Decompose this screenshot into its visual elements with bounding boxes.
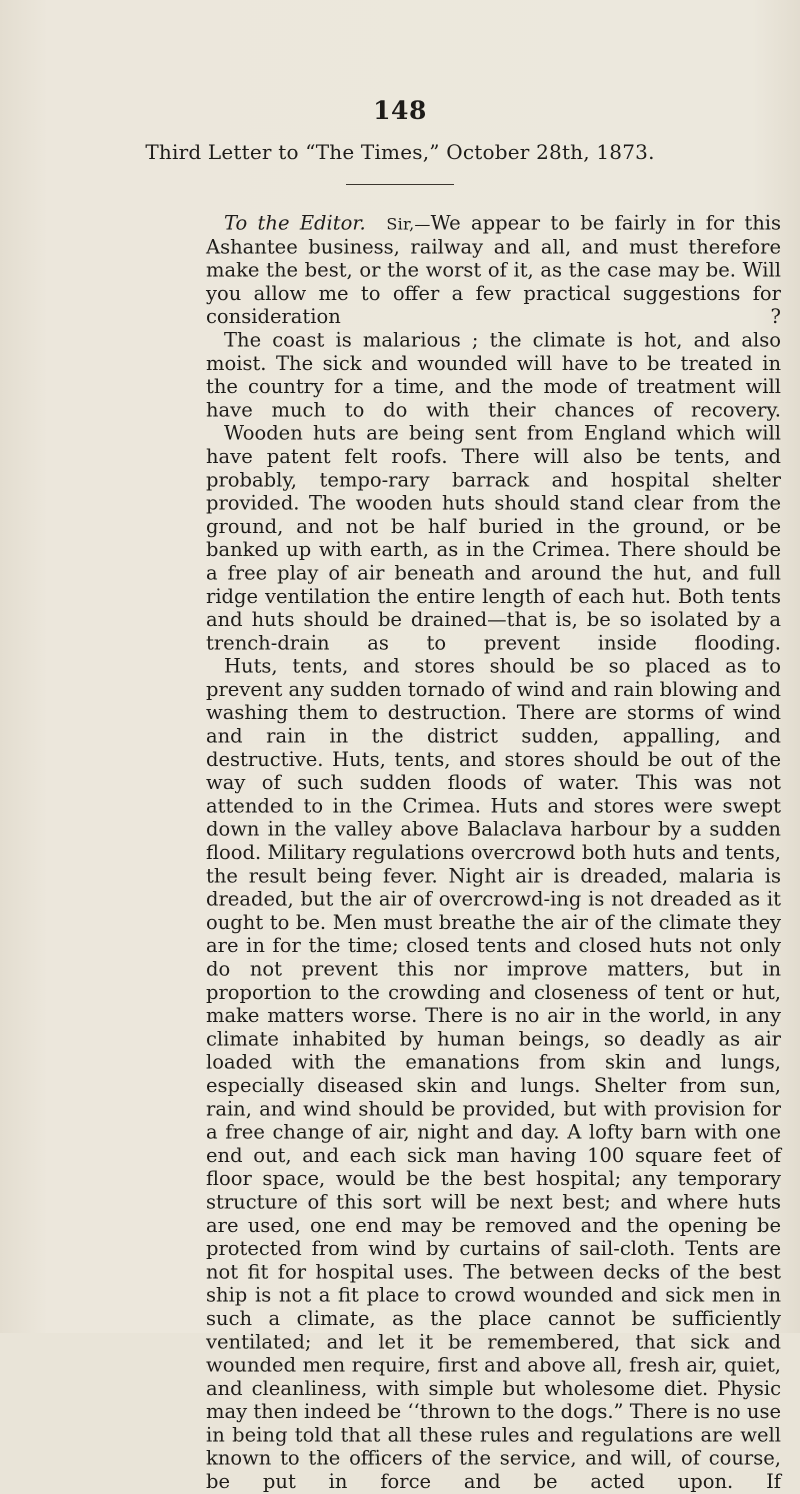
paragraph-climate: The coast is malarious ; the climate is hot, and also moist. The sick and wounded will have to be treated in the country for a time, and the mode of treatment will have much to do with their chances of recovery. xyxy=(206,328,781,422)
opening-text: We appear to be fairly in for this Ashantee business, railway and all, and must therefore make the best, or the worst of it, as the case may be. Will you allow me to offer a few practical suggestions for consideration ? xyxy=(206,212,782,329)
paragraph-huts-tents-stores: Huts, tents, and stores should be so placed as to prevent any sudden tornado of wind and rain blowing and washing them to destruction. There are storms of wind and rain in the district sudden, appalling, and destructive. Huts, tents, and stores should be out of the way of such sudden floods of water. This was not attended to in the Crimea. Huts and stores were swept down in the valley above Balaclava harbour by a sudden flood. Military regulations overcrowd both huts and tents, the result being fever. Night air is dreaded, malaria is dreaded, but the air of overcrowd-ing is not dreaded as it ought to be. Men must breathe the air of the climate they are in for the time; closed tents and closed huts not only do not prevent this nor improve matters, but in proportion to the crowding and closeness of tent or hut, make matters worse. There is no air in the world, in any climate inhabited by human beings, so deadly as air loaded with the emanations from skin and lungs, especially diseased skin and lungs. Shelter from sun, rain, and wind should be provided, but with provision for a free change of air, night and day. A lofty barn with one end out, and each sick man having 100 square feet of floor space, would be the best hospital; any temporary structure of this sort will be next best; and where huts are used, one end may be removed and the opening be protected from wind by curtains of sail-cloth. Tents are not fit for hospital uses. The between decks of the best ship is not a fit place to crowd wounded and sick men in such a climate, as the place cannot be sufficiently ventilated; and let it be remembered, that sick and wounded men require, first and above all, fresh air, quiet, and cleanliness, with simple but wholesome diet. Physic may then indeed be ‘‘thrown to the dogs.” There is no use in being told that all these rules and regulations are well known to the officers of the service, and will, of course, be put in force and be acted upon. If xyxy=(206,655,781,1494)
sir-address: Sir,— xyxy=(386,214,431,234)
page-number: 148 xyxy=(373,96,427,125)
paragraph-wooden-huts: Wooden huts are being sent from England which will have patent felt roofs. There will also be tents, and probably, tempo-rary barrack and hospital shelter provided. The wooden huts should stand clear from the ground, and not be half buried in the ground, or be banked up with earth, as in the Crimea. There should be a free play of air beneath and around the hut, and full ridge ventilation the entire length of each hut. Both tents and huts should be drained—that is, be so isolated by a trench-drain as to prevent inside flooding. xyxy=(206,422,781,655)
letter-opening-paragraph xyxy=(206,212,781,329)
heading-divider xyxy=(346,184,454,185)
letter-body xyxy=(206,212,781,1494)
letter-heading: Third Letter to “The Times,” October 28th, 1873. xyxy=(145,140,655,164)
salutation: To the Editor. xyxy=(224,212,366,235)
